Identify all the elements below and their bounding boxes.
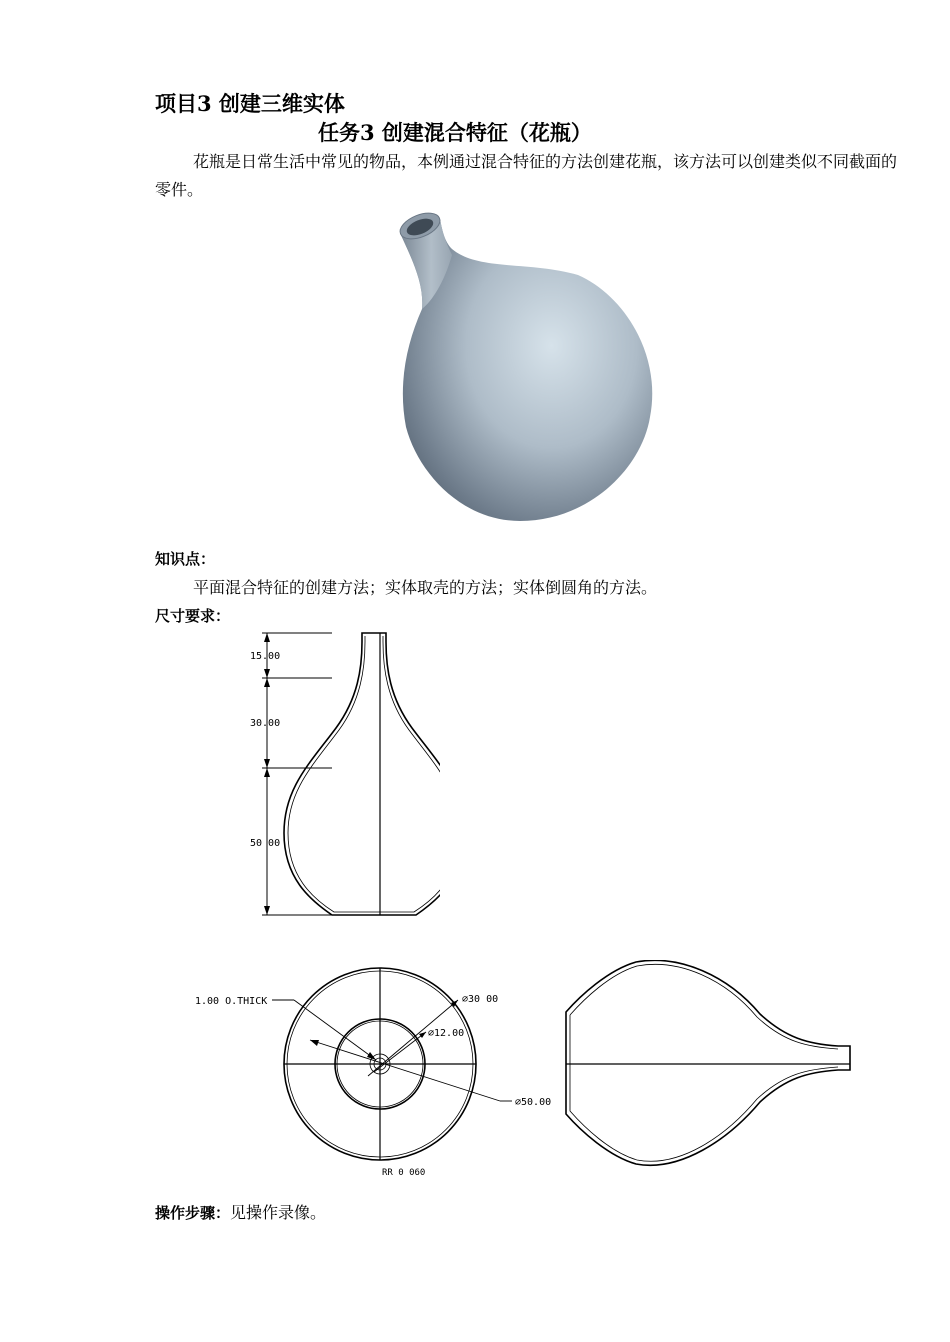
thickness-label: 1.00 O.THICK bbox=[195, 996, 268, 1007]
bottom-note-label: RR 0 060 bbox=[382, 1168, 426, 1178]
knowledge-text: 平面混合特征的创建方法；实体取壳的方法；实体倒圆角的方法。 bbox=[193, 578, 658, 597]
steps-label: 操作步骤： bbox=[155, 1204, 231, 1222]
dia-12-label: ⌀12.00 bbox=[428, 1028, 465, 1039]
steps-text: 见操作录像。 bbox=[230, 1203, 327, 1222]
knowledge-label: 知识点： bbox=[155, 550, 216, 568]
top-view-drawing bbox=[190, 960, 570, 1180]
dim-30-label: 30.00 bbox=[250, 718, 281, 729]
steps-line bbox=[155, 1200, 326, 1223]
vase-3d-render bbox=[380, 205, 670, 535]
dia-30-label: ⌀30 00 bbox=[462, 994, 499, 1005]
front-view-drawing bbox=[240, 628, 440, 923]
dia-50-label: ⌀50.00 bbox=[515, 1097, 552, 1108]
side-view-drawing bbox=[560, 960, 860, 1180]
dimensions-label: 尺寸要求： bbox=[155, 607, 231, 625]
task-title: 任务3 创建混合特征（花瓶） bbox=[318, 120, 592, 145]
intro-paragraph: 花瓶是日常生活中常见的物品，本例通过混合特征的方法创建花瓶，该方法可以创建类似不同截面的零件。 bbox=[155, 152, 898, 199]
dim-15-label: 15.00 bbox=[250, 651, 281, 662]
project-title: 项目3 创建三维实体 bbox=[155, 91, 345, 116]
dim-50-label: 50 00 bbox=[250, 838, 281, 849]
